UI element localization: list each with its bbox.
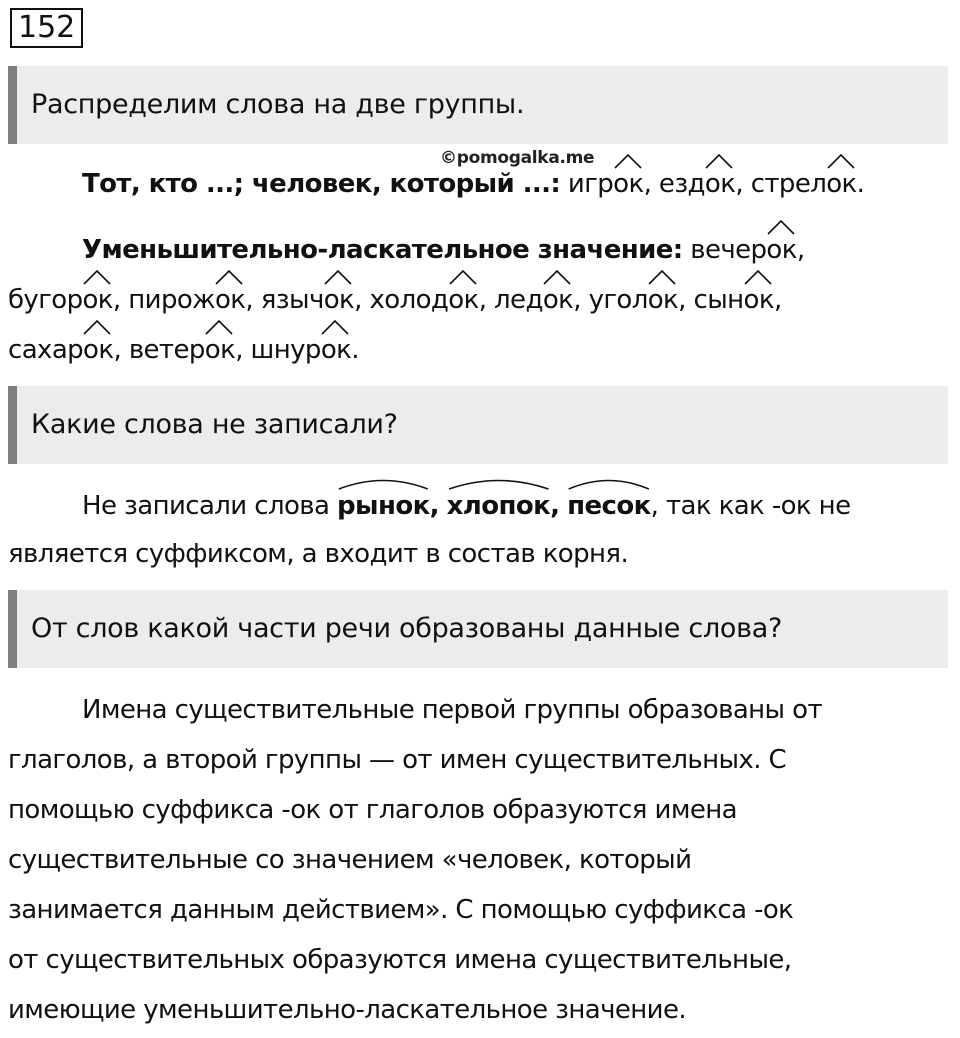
answer2-line-2: является суффиксом, а входит в состав корня. [8, 539, 629, 569]
word-pirozhok: пирожок [128, 282, 245, 318]
word-veterok: ветерок [129, 332, 235, 368]
word-bugorok: бугорок [8, 282, 113, 318]
word-ezdok: ездок [659, 166, 735, 202]
answer3-line-4: существительные со значением «человек, который [8, 845, 692, 875]
word-vecherok: вечерок [690, 232, 797, 268]
group2-label: Уменьшительно-ласкательное значение: [82, 235, 683, 265]
group1-line: Тот, кто ...; человек, который ...: игрок , ездок , стрелок . [8, 166, 960, 202]
task-number: 152 [10, 8, 83, 48]
word-ledok: ледок [494, 282, 573, 318]
word-holodok: холодок [369, 282, 478, 318]
answer2-suffix: , так как -ок не [650, 491, 851, 521]
group2-line-1: Уменьшительно-ласкательное значение: вечерок , [8, 232, 960, 268]
answer3-line-7: имеющие уменьшительно-ласкательное значение. [8, 995, 687, 1025]
word-rynok: рынок [337, 488, 430, 524]
word-saharok: сахарок [8, 332, 113, 368]
answer3-line-3: помощью суффикса -ок от глаголов образуются имена [8, 795, 737, 825]
answer2-line-1: Не записали слова рынок , хлопок , песок , так как -ок не [8, 488, 960, 524]
answer3-line-5: занимается данным действием». С помощью суффикса -ок [8, 895, 794, 925]
answer3-line-6: от существительных образуются имена существительные, [8, 945, 792, 975]
word-ugolok: уголок [589, 282, 679, 318]
question-1: Распределим слова на две группы. [8, 66, 948, 144]
word-shnurok: шнурок [251, 332, 352, 368]
question-3: От слов какой части речи образованы данные слова? [8, 590, 948, 668]
answer2-prefix: Не записали слова [82, 491, 330, 521]
question-2: Какие слова не записали? [8, 386, 948, 464]
word-pesok: песок [567, 488, 651, 524]
group2-line-2: бугорок , пирожок , язычок , холодок , ледок , уголок , сынок , [8, 282, 952, 318]
answer3-line-2: глаголов, а второй группы — от имен существительных. С [8, 745, 787, 775]
word-hlopok: хлопок [447, 488, 551, 524]
group1-label: Тот, кто ...; человек, который ...: [82, 169, 561, 199]
group2-line-3: сахарок , ветерок , шнурок . [8, 332, 952, 368]
word-synok: сынок [694, 282, 774, 318]
word-igrok: игрок [568, 166, 644, 202]
watermark: ©pomogalka.me [440, 148, 595, 168]
word-strelok: стрелок [751, 166, 857, 202]
word-yazychok: язычок [261, 282, 354, 318]
answer3-line-1: Имена существительные первой группы образованы от [82, 695, 822, 725]
